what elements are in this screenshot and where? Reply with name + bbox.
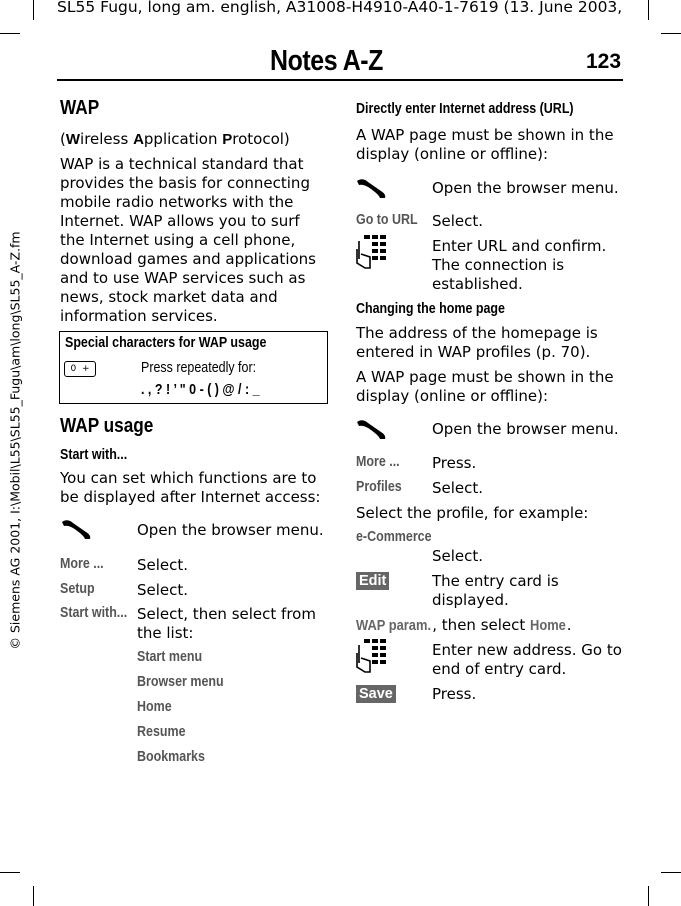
zero-plus-key-icon: 0 + <box>64 361 96 377</box>
end-call-key-icon <box>355 418 391 440</box>
box-title: Special characters for WAP usage <box>65 335 267 351</box>
list-option-home[interactable]: Home <box>137 699 172 715</box>
home-intro-1: The address of the homepage is entered in WAP profiles (p. 70). <box>356 324 598 361</box>
step-text: Open the browser menu. <box>432 420 619 438</box>
step-text: Enter new address. Go to end of entry card. <box>432 641 622 678</box>
select-profile-text: Select the profile, for example: <box>356 504 589 522</box>
step-text: The entry card is displayed. <box>432 572 559 609</box>
step-text: Select. <box>432 212 484 230</box>
running-header: SL55 Fugu, long am. english, A31008-H4910-A40-1-7619 (13. June 2003, <box>57 0 623 16</box>
crop-mark <box>33 886 34 906</box>
list-option-browser-menu[interactable]: Browser menu <box>137 674 224 690</box>
wap-param-instruction: WAP param., then select Home. <box>356 616 572 634</box>
page-number-rule <box>555 79 623 81</box>
wap-description: WAP is a technical standard that provides the basis for connecting mobile radio networks with the Internet. WAP allows you to surf the Internet using a cell phone, download games and applications and to use WAP services such as news, stock market data and information services. <box>60 155 316 325</box>
softkey-wap-param[interactable]: WAP param. <box>356 617 432 634</box>
step-text: Open the browser menu. <box>137 521 324 539</box>
softkey-home[interactable]: Home <box>530 617 566 634</box>
page-number: 123 <box>586 50 622 73</box>
step-text: Select. <box>432 547 484 565</box>
end-call-key-icon <box>355 177 391 199</box>
crop-mark <box>648 886 649 906</box>
step-text: Select. <box>137 556 189 574</box>
crop-mark <box>0 872 20 873</box>
end-call-key-icon <box>60 518 96 540</box>
softkey-profiles[interactable]: Profiles <box>356 479 402 495</box>
crop-mark <box>33 0 34 20</box>
crop-mark <box>0 33 20 34</box>
crop-mark <box>661 33 681 34</box>
wap-usage-heading: WAP usage <box>60 415 154 437</box>
box-special-chars: . , ? ! ’ " 0 - ( ) @ / : _ <box>141 382 260 398</box>
wap-expansion: (Wireless Application Protocol) <box>60 130 290 148</box>
step-text: Open the browser menu. <box>432 179 619 197</box>
crop-mark <box>661 872 681 873</box>
softkey-more[interactable]: More ... <box>356 454 400 470</box>
step-text: Select. <box>137 581 189 599</box>
box-instruction: Press repeatedly for: <box>141 360 257 376</box>
softkey-go-to-url[interactable]: Go to URL <box>356 212 418 228</box>
page-title: Notes A-Z <box>270 45 383 77</box>
home-intro-2: A WAP page must be shown in the display (online or offline): <box>356 368 614 405</box>
softkey-setup[interactable]: Setup <box>60 581 95 597</box>
edit-button[interactable]: Edit <box>356 572 389 590</box>
title-rule <box>57 79 555 81</box>
softkey-start-with[interactable]: Start with... <box>60 605 128 621</box>
list-option-start-menu[interactable]: Start menu <box>137 649 203 665</box>
step-text: Enter URL and confirm. The connection is established. <box>432 237 607 293</box>
start-with-text: You can set which functions are to be displayed after Internet access: <box>60 469 321 506</box>
special-characters-box <box>59 331 328 404</box>
step-text: Select. <box>432 479 484 497</box>
crop-mark <box>648 0 649 20</box>
home-page-heading: Changing the home page <box>356 301 505 317</box>
step-text: Press. <box>432 685 477 703</box>
side-copyright: © Siemens AG 2001, I:\Mobil\L55\SL55_Fugu\am\long\SL55_A-Z.fm <box>7 231 23 650</box>
wap-heading: WAP <box>60 97 100 119</box>
profile-e-commerce[interactable]: e-Commerce <box>356 529 432 545</box>
step-text: Press. <box>432 454 477 472</box>
url-intro: A WAP page must be shown in the display (online or offline): <box>356 126 614 163</box>
save-button[interactable]: Save <box>356 685 396 703</box>
url-heading: Directly enter Internet address (URL) <box>356 101 574 117</box>
keypad-icon <box>356 639 388 673</box>
keypad-icon <box>356 235 388 269</box>
list-option-resume[interactable]: Resume <box>137 724 186 740</box>
step-text: Select, then select from the list: <box>137 605 316 642</box>
softkey-more[interactable]: More ... <box>60 556 104 572</box>
list-option-bookmarks[interactable]: Bookmarks <box>137 749 205 765</box>
start-with-heading: Start with... <box>60 447 128 463</box>
